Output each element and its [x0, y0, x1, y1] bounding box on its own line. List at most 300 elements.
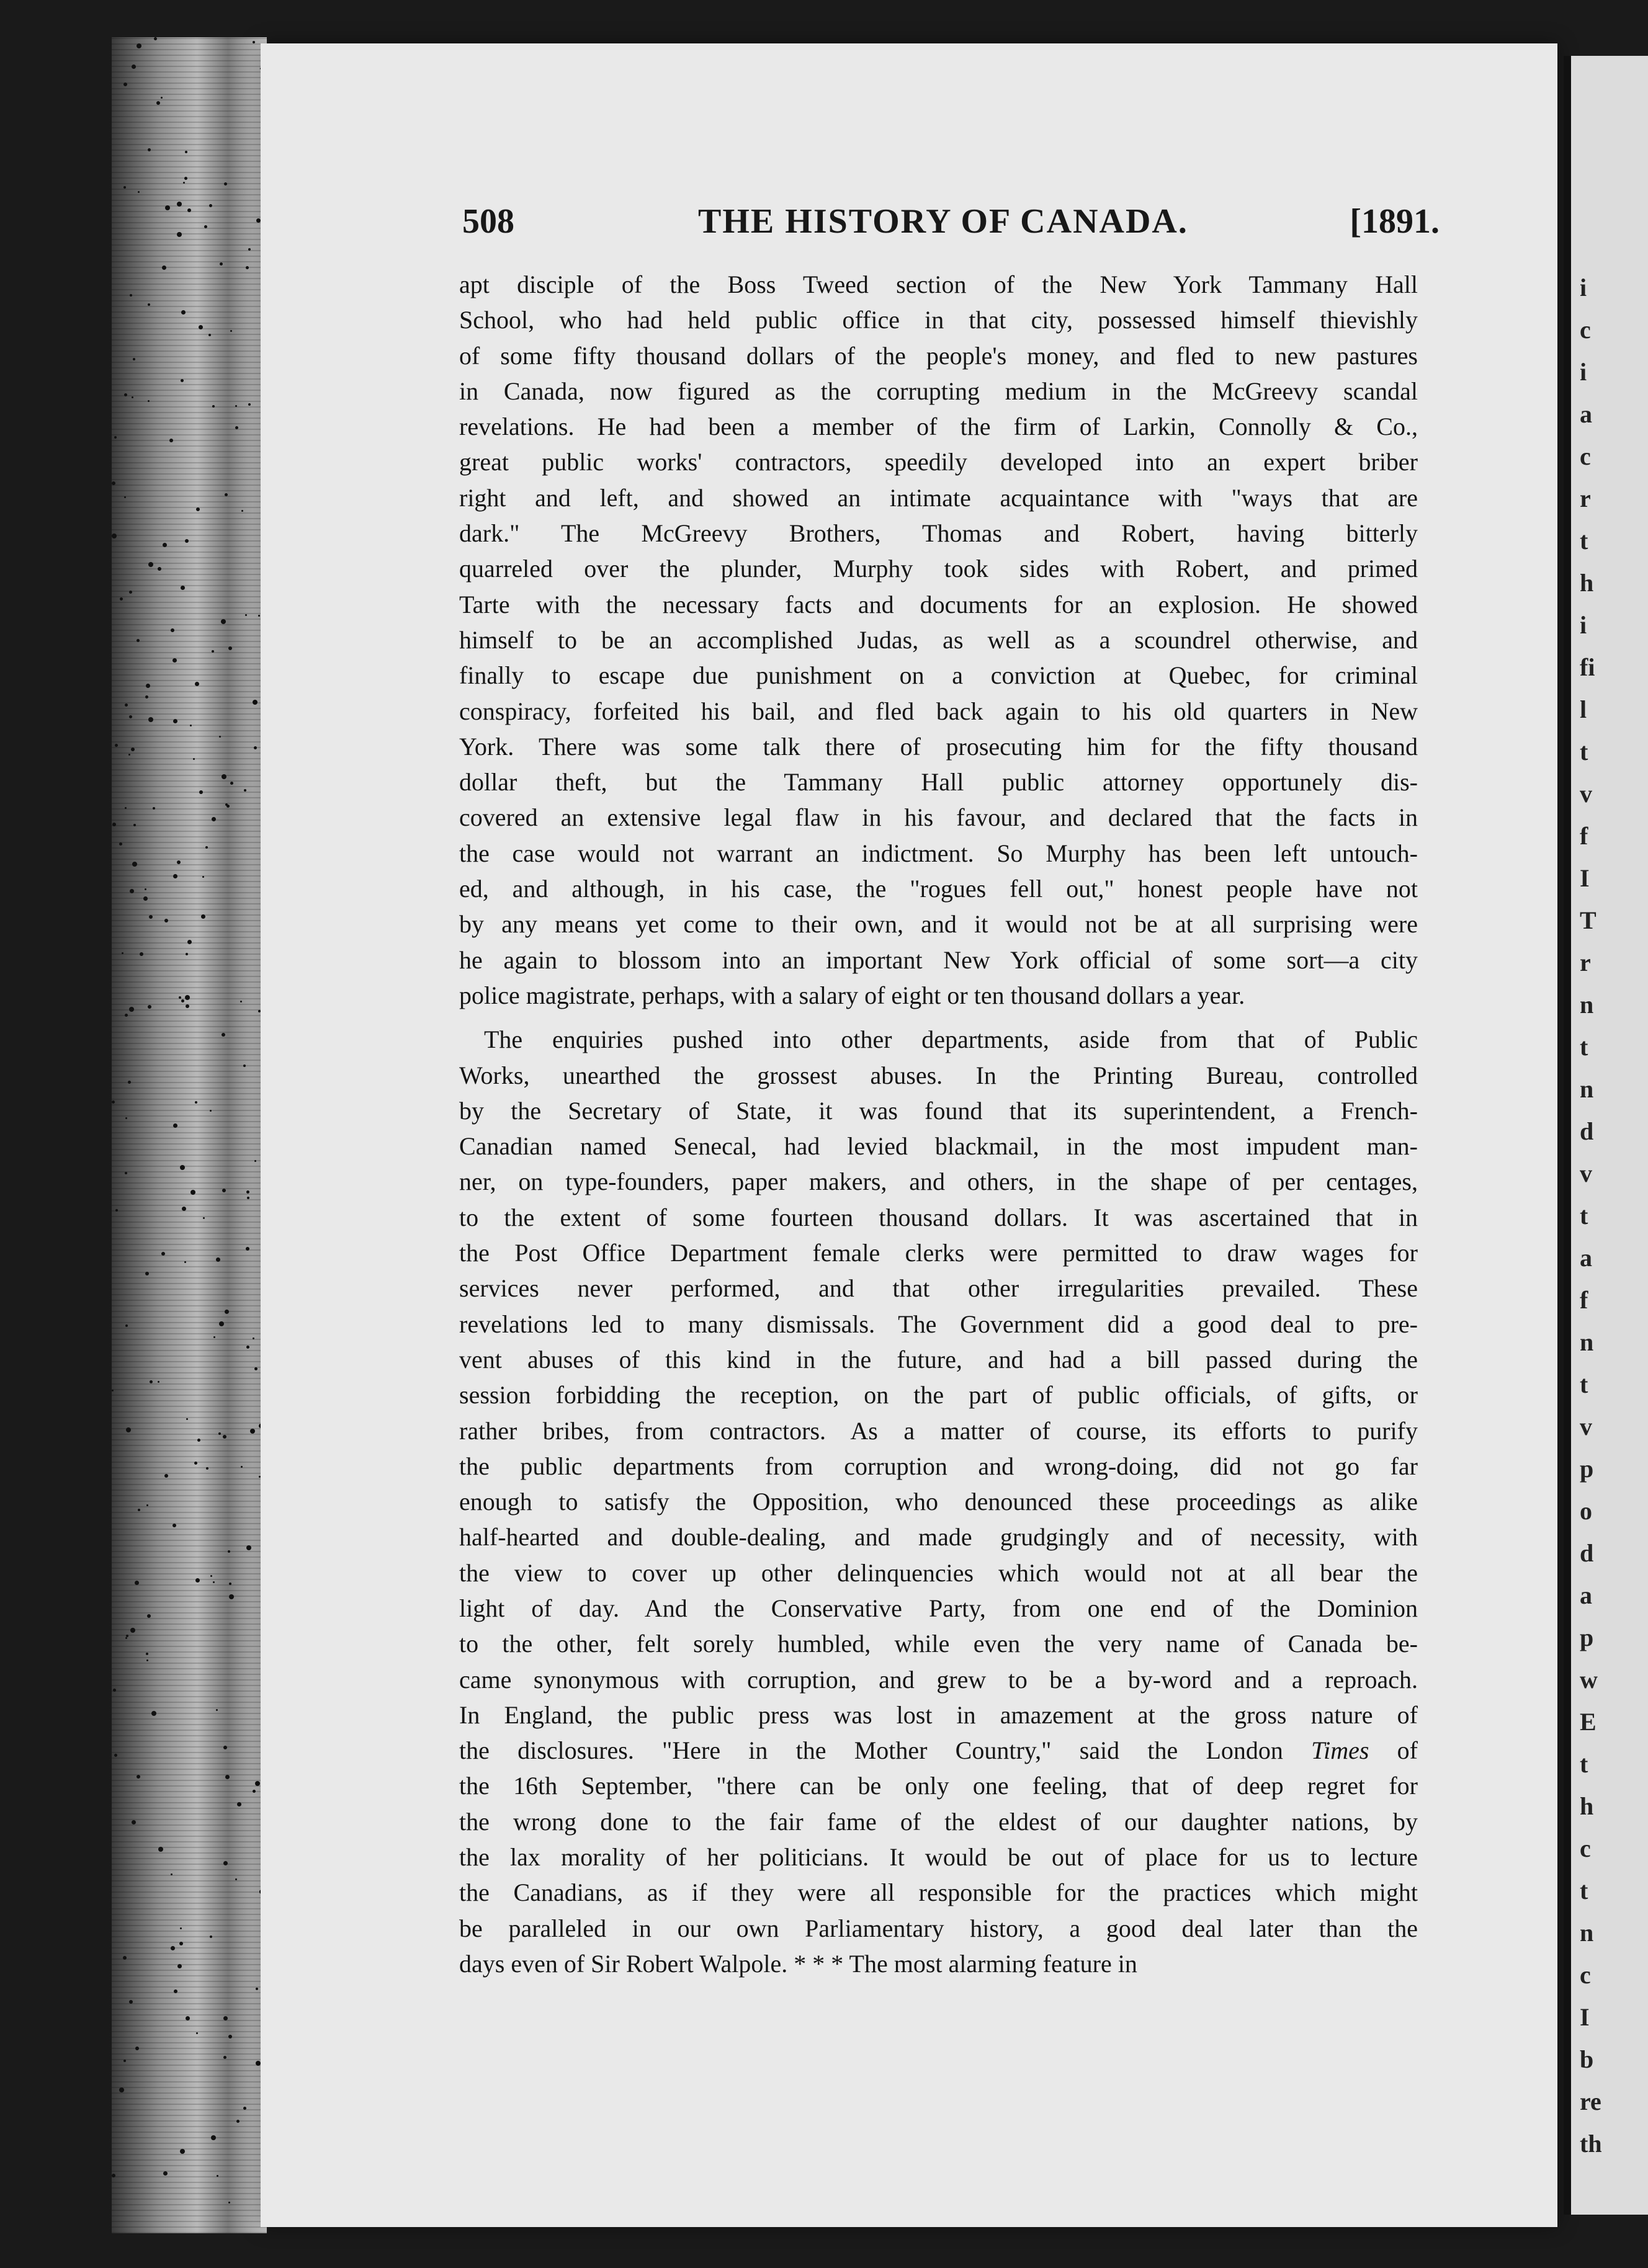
edge-speck — [195, 1101, 197, 1104]
text-line: the view to cover up other delinquencies which would not at all bear the — [459, 1558, 1418, 1587]
edge-speck — [133, 824, 136, 826]
edge-speck — [173, 719, 177, 723]
edge-speck — [179, 996, 181, 999]
facing-page-fragment: r — [1580, 484, 1591, 512]
edge-speck — [190, 1190, 195, 1195]
edge-speck — [186, 1418, 188, 1420]
facing-page-fragment: t — [1580, 1877, 1588, 1904]
edge-speck — [199, 790, 203, 794]
edge-speck — [128, 754, 130, 756]
edge-speck — [147, 1614, 151, 1618]
edge-speck — [137, 1775, 140, 1779]
edge-speck — [212, 650, 214, 653]
facing-page-fragment: t — [1580, 1202, 1588, 1230]
edge-speck — [125, 703, 128, 707]
edge-speck — [148, 1005, 151, 1009]
edge-speck — [162, 266, 166, 270]
edge-speck — [177, 232, 182, 237]
edge-speck — [146, 1659, 148, 1661]
edge-speck — [246, 1346, 249, 1349]
edge-speck — [132, 862, 137, 867]
body-text — [459, 267, 1418, 1981]
text-line: came synonymous with corruption, and grew to be a by-word and a reproach. — [459, 1665, 1418, 1694]
facing-page-fragment: l — [1580, 695, 1587, 723]
text-line: the 16th September, "there can be only one feeling, that of deep regret for — [459, 1772, 1418, 1800]
edge-speck — [119, 842, 122, 846]
edge-speck — [202, 876, 204, 878]
edge-speck — [196, 2032, 198, 2034]
edge-speck — [150, 1380, 153, 1383]
edge-speck — [123, 186, 126, 189]
edge-speck — [151, 1711, 156, 1716]
edge-speck — [125, 1637, 127, 1639]
edge-speck — [132, 65, 136, 69]
edge-speck — [253, 41, 255, 43]
edge-speck — [211, 2135, 216, 2140]
edge-speck — [177, 202, 182, 207]
facing-page-fragment: f — [1580, 822, 1588, 850]
paragraph — [459, 267, 1418, 1013]
edge-speck — [225, 803, 228, 806]
edge-speck — [115, 744, 118, 747]
edge-speck — [133, 358, 135, 360]
text-line: dollar theft, but the Tammany Hall public attorney opportunely dis- — [459, 768, 1418, 797]
facing-page-fragment: a — [1580, 400, 1592, 428]
edge-speck — [126, 1427, 131, 1432]
edge-speck — [163, 543, 167, 547]
edge-speck — [113, 1689, 116, 1692]
edge-speck — [129, 1007, 134, 1012]
facing-page-fragment: d — [1580, 1117, 1594, 1145]
facing-page-fragment: o — [1580, 1497, 1592, 1525]
edge-speck — [148, 303, 150, 306]
edge-speck — [193, 758, 195, 760]
edge-speck — [212, 405, 215, 408]
edge-speck — [254, 746, 257, 749]
edge-speck — [126, 1635, 128, 1637]
edge-speck — [210, 1110, 212, 1112]
edge-speck — [185, 995, 190, 1000]
paragraph — [459, 1022, 1418, 1981]
text-line: quarreled over the plunder, Murphy took sides with Robert, and primed — [459, 555, 1418, 583]
text-line: covered an extensive legal flaw in his favour, and declared that the facts in — [459, 803, 1418, 832]
edge-speck — [114, 436, 117, 439]
edge-speck — [224, 182, 227, 185]
edge-speck — [248, 403, 251, 406]
edge-speck — [253, 1337, 254, 1339]
edge-speck — [130, 294, 132, 297]
edge-speck — [125, 1324, 128, 1327]
text-line: Tarte with the necessary facts and documents for an explosion. He showed — [459, 590, 1418, 618]
edge-speck — [241, 1466, 243, 1468]
edge-speck — [129, 591, 132, 594]
text-line: the disclosures. "Here in the Mother Country," said the London Times of — [459, 1736, 1418, 1765]
edge-speck — [235, 1878, 237, 1880]
text-line: services never performed, and that other irregularities prevailed. These — [459, 1274, 1418, 1303]
text-line: half-hearted and double-dealing, and made grudgingly and of necessity, with — [459, 1523, 1418, 1551]
edge-speck — [197, 1439, 200, 1442]
edge-speck — [184, 1261, 186, 1263]
edge-speck — [199, 325, 203, 329]
edge-speck — [243, 1065, 246, 1067]
facing-page-fragment: E — [1580, 1708, 1597, 1736]
edge-speck — [213, 1336, 215, 1338]
text-line: dark." The McGreevy Brothers, Thomas and Robert, having bitterly — [459, 519, 1418, 548]
edge-speck — [209, 204, 212, 207]
facing-page-fragment: v — [1580, 780, 1592, 808]
edge-speck — [222, 774, 226, 779]
edge-speck — [240, 1001, 242, 1002]
edge-speck — [246, 1545, 251, 1550]
text-line: Works, unearthed the grossest abuses. In the Printing Bureau, controlled — [459, 1061, 1418, 1089]
facing-page-fragment: n — [1580, 1075, 1594, 1103]
edge-speck — [169, 439, 173, 442]
text-line: revelations led to many dismissals. The Government did a good deal to pre- — [459, 1310, 1418, 1338]
text-line: vent abuses of this kind in the future, and had a bill passed during the — [459, 1345, 1418, 1373]
edge-speck — [112, 823, 116, 826]
edge-speck — [129, 2000, 133, 2004]
text-line: the lax morality of her politicians. It would be out of place for us to lecture — [459, 1843, 1418, 1872]
edge-speck — [135, 1581, 139, 1585]
edge-speck — [186, 1004, 189, 1008]
text-line: Canadian named Senecal, had levied blackmail, in the most impudent man- — [459, 1132, 1418, 1161]
edge-speck — [123, 2060, 126, 2062]
edge-speck — [186, 953, 188, 955]
facing-page-fragment: t — [1580, 1033, 1588, 1061]
edge-speck — [223, 2016, 228, 2020]
edge-speck — [184, 177, 187, 180]
edge-speck — [164, 1474, 168, 1478]
facing-page-fragment: h — [1580, 1792, 1594, 1820]
edge-speck — [181, 379, 184, 382]
text-line: finally to escape due punishment on a conviction at Quebec, for criminal — [459, 661, 1418, 690]
text-line: In England, the public press was lost in amazement at the gross nature of — [459, 1700, 1418, 1729]
text-line: by the Secretary of State, it was found that its superintendent, a French- — [459, 1096, 1418, 1125]
edge-speck — [237, 1802, 241, 1806]
facing-page-fragment: th — [1580, 2130, 1602, 2158]
page-edge-specks — [112, 37, 267, 2233]
edge-speck — [154, 37, 157, 40]
edge-speck — [164, 919, 168, 922]
edge-speck — [180, 1165, 185, 1170]
facing-page-fragment: v — [1580, 1413, 1592, 1440]
edge-speck — [114, 1754, 117, 1757]
edge-speck — [245, 614, 247, 616]
edge-speck — [112, 1390, 114, 1391]
edge-speck — [156, 101, 160, 105]
edge-speck — [247, 1197, 249, 1199]
text-line: of some fifty thousand dollars of the people's money, and fled to new pastures — [459, 341, 1418, 370]
facing-page-fragment: i — [1580, 358, 1587, 386]
facing-page-fragment: n — [1580, 991, 1594, 1019]
running-head — [462, 202, 1440, 239]
edge-speck — [255, 1781, 260, 1786]
edge-speck — [140, 952, 143, 956]
edge-speck — [254, 1367, 258, 1370]
edge-speck — [225, 1310, 229, 1314]
edge-speck — [216, 1257, 220, 1262]
edge-speck — [229, 1594, 234, 1599]
edge-speck — [256, 1988, 258, 1990]
edge-speck — [180, 2149, 185, 2154]
edge-speck — [173, 874, 177, 878]
edge-speck — [223, 1746, 227, 1749]
edge-speck — [219, 736, 221, 738]
text-line: the public departments from corruption and wrong-doing, did not go far — [459, 1452, 1418, 1480]
facing-page-fragment: p — [1580, 1623, 1594, 1651]
edge-speck — [124, 496, 126, 498]
edge-speck — [225, 493, 228, 496]
edge-speck — [124, 393, 127, 396]
edge-speck — [222, 1189, 226, 1192]
edge-speck — [172, 658, 177, 663]
facing-page-fragment: i — [1580, 274, 1587, 301]
facing-page-fragment: I — [1580, 864, 1590, 892]
edge-speck — [223, 2056, 226, 2059]
edge-speck — [149, 915, 153, 919]
edge-speck — [194, 1462, 197, 1465]
edge-speck — [256, 218, 261, 223]
facing-page-fragment: t — [1580, 1370, 1588, 1398]
edge-speck — [181, 999, 184, 1002]
edge-speck — [172, 1524, 176, 1527]
text-line: in Canada, now figured as the corrupting medium in the McGreevy scandal — [459, 377, 1418, 405]
text-line: police magistrate, perhaps, with a salary of eight or ten thousand dollars a year. — [459, 981, 1245, 1009]
edge-speck — [158, 1847, 163, 1852]
facing-page-fragment: a — [1580, 1244, 1592, 1272]
text-line: the Post Office Department female clerks were permitted to draw wages for — [459, 1239, 1418, 1267]
edge-speck — [161, 97, 163, 99]
edge-speck — [256, 2061, 261, 2066]
edge-speck — [171, 1946, 175, 1950]
edge-speck — [254, 1160, 256, 1162]
edge-speck — [205, 846, 208, 849]
text-line: the Canadians, as if they were all responsible for the practices which might — [459, 1878, 1418, 1907]
edge-speck — [250, 1429, 255, 1434]
edge-speck — [143, 896, 148, 901]
paragraph-gap — [459, 1013, 1418, 1022]
edge-speck — [220, 262, 223, 266]
edge-speck — [145, 1272, 149, 1275]
edge-speck — [112, 1101, 115, 1104]
edge-speck — [219, 1321, 224, 1326]
edge-speck — [123, 1956, 127, 1960]
text-line: he again to blossom into an important New York official of some sort—a city — [459, 945, 1418, 974]
text-line: the wrong done to the fair fame of the eldest of our daughter nations, by — [459, 1807, 1418, 1836]
edge-speck — [253, 700, 258, 705]
edge-speck — [112, 481, 115, 485]
edge-speck — [190, 725, 192, 726]
facing-page-fragment: t — [1580, 738, 1588, 766]
edge-speck — [165, 205, 170, 210]
text-line: right and left, and showed an intimate acquaintance with "ways that are — [459, 483, 1418, 512]
edge-speck — [148, 148, 151, 151]
facing-page-fragment: n — [1580, 1328, 1594, 1356]
facing-page-fragment: f — [1580, 1286, 1588, 1314]
text-line: conspiracy, forfeited his bail, and fled back again to his old quarters in New — [459, 697, 1418, 725]
facing-page-fragment: r — [1580, 949, 1591, 976]
facing-page-fragment: t — [1580, 527, 1588, 555]
edge-speck — [131, 748, 135, 751]
edge-speck — [148, 562, 153, 567]
edge-speck — [223, 1861, 228, 1865]
facing-page-fragment: T — [1580, 906, 1597, 934]
edge-speck — [246, 1247, 249, 1251]
facing-page-fragment: i — [1580, 611, 1587, 639]
text-line: York. There was some talk there of prosecuting him for the fifty thousand — [459, 732, 1418, 761]
text-line: the case would not warrant an indictment. So Murphy has been left untouch- — [459, 839, 1418, 867]
text-line: apt disciple of the Boss Tweed section of the New York Tammany Hall — [459, 270, 1418, 298]
edge-speck — [208, 334, 211, 336]
facing-page-fragment: c — [1580, 316, 1591, 344]
text-line: be paralleled in our own Parliamentary history, a good deal later than the — [459, 1914, 1418, 1942]
edge-speck — [230, 782, 233, 785]
edge-speck — [146, 1504, 148, 1506]
edge-speck — [135, 2047, 139, 2050]
edge-speck — [225, 1775, 230, 1779]
edge-speck — [228, 1550, 230, 1553]
facing-page-fragment: v — [1580, 1159, 1592, 1187]
edge-speck — [161, 1252, 165, 1256]
edge-speck — [130, 889, 134, 893]
facing-page-fragment: I — [1580, 2003, 1590, 2031]
edge-speck — [148, 717, 153, 722]
facing-page-fragment: d — [1580, 1539, 1594, 1567]
edge-speck — [112, 2174, 115, 2177]
edge-speck — [221, 619, 226, 624]
text-line: great public works' contractors, speedily developed into an expert briber — [459, 448, 1418, 476]
edge-speck — [158, 1381, 159, 1383]
text-line: rather bribes, from contractors. As a matter of course, its efforts to purify — [459, 1416, 1418, 1445]
edge-speck — [241, 510, 243, 512]
text-line: light of day. And the Conservative Party, from one end of the Dominion — [459, 1594, 1418, 1622]
edge-speck — [120, 597, 123, 600]
edge-speck — [182, 1207, 186, 1211]
edge-speck — [145, 695, 148, 699]
edge-speck — [244, 789, 246, 792]
edge-speck — [235, 426, 238, 429]
edge-speck — [137, 43, 141, 48]
text-line: ner, on type-founders, paper makers, and others, in the shape of per centages, — [459, 1167, 1418, 1196]
edge-speck — [183, 182, 185, 184]
edge-speck — [210, 1575, 212, 1577]
edge-speck — [204, 225, 207, 228]
edge-speck — [125, 1172, 127, 1174]
edge-speck — [177, 860, 181, 864]
facing-page-fragment: b — [1580, 2045, 1594, 2073]
edge-speck — [213, 1581, 215, 1583]
edge-speck — [181, 310, 186, 315]
edge-speck — [158, 567, 161, 571]
edge-speck — [132, 1820, 136, 1824]
edge-speck — [185, 539, 189, 543]
edge-speck — [128, 1081, 131, 1084]
edge-speck — [138, 1509, 140, 1511]
edge-speck — [229, 1583, 231, 1585]
edge-speck — [228, 2202, 230, 2203]
edge-speck — [253, 1790, 256, 1793]
edge-speck — [216, 1709, 218, 1711]
edge-speck — [222, 1033, 225, 1037]
edge-speck — [125, 807, 127, 809]
facing-page-fragment: c — [1580, 1961, 1591, 1989]
edge-speck — [174, 1989, 177, 1993]
facing-page-fragment: re — [1580, 2087, 1601, 2115]
edge-speck — [122, 952, 123, 954]
edge-speck — [223, 1435, 226, 1439]
edge-speck — [201, 914, 205, 919]
edge-speck — [212, 817, 216, 821]
text-line: ed, and although, in his case, the "rogues fell out," honest people have not — [459, 875, 1418, 903]
text-line: enough to satisfy the Opposition, who denounced these proceedings as alike — [459, 1488, 1418, 1516]
facing-page-fragment: c — [1580, 1834, 1591, 1862]
edge-speck — [115, 1209, 118, 1212]
facing-page-fragment: w — [1580, 1666, 1598, 1694]
edge-speck — [246, 266, 249, 269]
edge-speck — [235, 405, 237, 407]
edge-speck — [179, 1942, 183, 1945]
edge-speck — [236, 2120, 240, 2123]
text-line: School, who had held public office in that city, possessed himself thievishly — [459, 306, 1418, 334]
facing-page-fragment: p — [1580, 1455, 1594, 1483]
edge-speck — [230, 330, 232, 332]
edge-speck — [123, 83, 127, 86]
edge-speck — [196, 507, 200, 511]
running-title: THE HISTORY OF CANADA. — [698, 202, 1188, 241]
edge-speck — [177, 1964, 182, 1968]
edge-speck — [195, 1578, 200, 1583]
edge-speck — [228, 2035, 232, 2038]
edge-speck — [171, 1873, 172, 1875]
edge-speck — [153, 807, 155, 810]
edge-speck — [148, 400, 150, 402]
edge-speck — [195, 682, 199, 686]
text-line: by any means yet come to their own, and it would not be at all surprising were — [459, 910, 1418, 939]
facing-page-sliver — [1564, 56, 1648, 2215]
facing-page-fragment: fi — [1580, 653, 1595, 681]
edge-speck — [146, 1653, 148, 1655]
edge-speck — [185, 151, 187, 153]
edge-speck — [186, 2016, 190, 2020]
edge-speck — [146, 684, 150, 688]
edge-speck — [130, 1628, 135, 1633]
edge-speck — [203, 1217, 205, 1219]
edge-speck — [218, 1432, 221, 1435]
edge-speck — [112, 534, 117, 538]
edge-speck — [138, 191, 140, 193]
text-line: to the other, felt sorely humbled, while even the very name of Canada be- — [459, 1630, 1418, 1658]
edge-speck — [129, 715, 132, 718]
edge-speck — [173, 1123, 177, 1128]
edge-speck — [125, 1117, 127, 1119]
text-line: The enquiries pushed into other departments, aside from that of Public — [484, 1025, 1418, 1054]
edge-speck — [187, 940, 192, 944]
text-line: days even of Sir Robert Walpole. * * * The most alarming feature in — [459, 1949, 1137, 1978]
edge-speck — [243, 2107, 246, 2110]
edge-speck — [217, 2175, 218, 2177]
facing-page-fragment: h — [1580, 569, 1594, 597]
facing-page-fragment: a — [1580, 1581, 1592, 1609]
edge-speck — [125, 1014, 128, 1017]
facing-page-fragment: c — [1580, 442, 1591, 470]
edge-speck — [181, 586, 185, 590]
text-line: revelations. He had been a member of the firm of Larkin, Connolly & Co., — [459, 413, 1418, 441]
text-line: session forbidding the reception, on the part of public officials, of gifts, or — [459, 1381, 1418, 1409]
edge-speck — [180, 1927, 182, 1929]
edge-speck — [210, 1935, 212, 1938]
edge-speck — [145, 888, 146, 890]
edge-speck — [171, 628, 174, 632]
